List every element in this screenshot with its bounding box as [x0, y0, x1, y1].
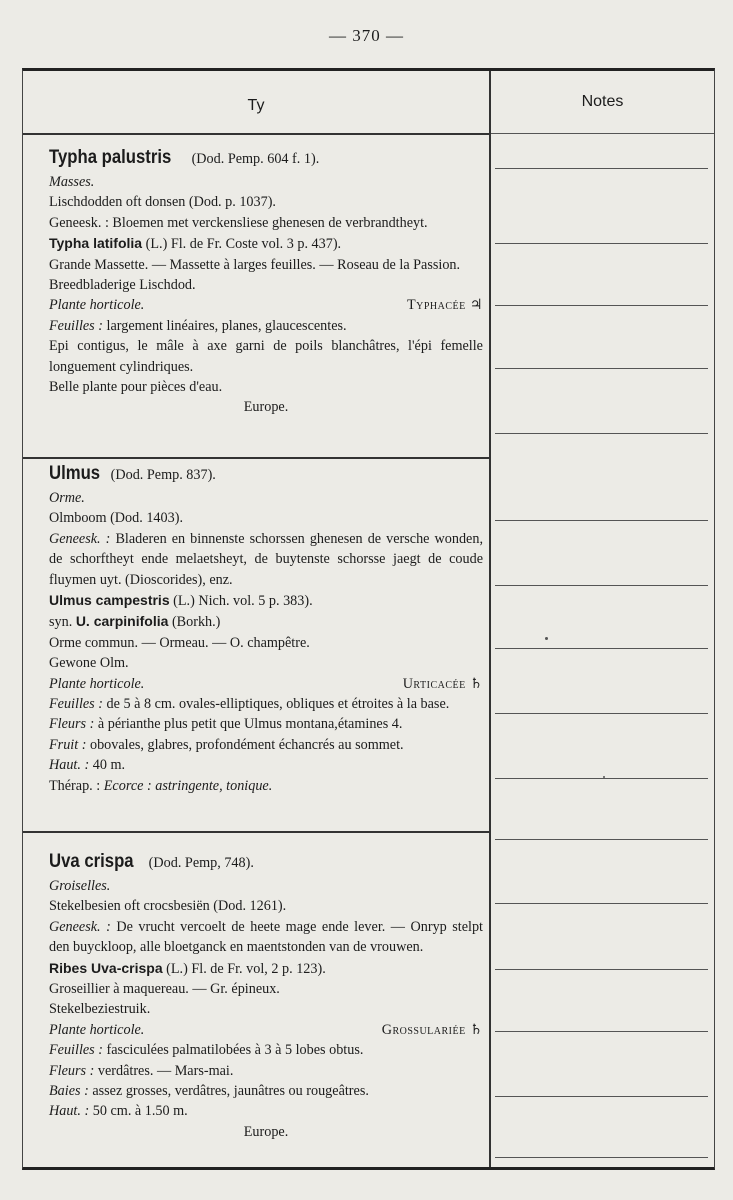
height-value: 40 m. — [92, 757, 126, 774]
page-number: — 370 — — [329, 26, 404, 45]
notes-line — [495, 1031, 708, 1032]
medicinal-label: Geneesk. : — [49, 918, 111, 935]
genus-reference: (Dod. Pemp, 748). — [148, 855, 254, 871]
region: Europe. — [243, 399, 289, 416]
genus-reference: (Dod. Pemp. 837). — [110, 467, 216, 483]
berries-desc: assez grosses, verdâtres, jaunâtres ou rougeâtres. — [92, 1083, 369, 1100]
flowers-label: Fleurs : — [49, 1062, 95, 1079]
entry-ulmus — [49, 461, 483, 796]
leaves-label: Feuilles : — [49, 1042, 103, 1059]
notes-line — [495, 433, 708, 434]
notes-line — [495, 969, 708, 970]
french-names: Groseillier à maquereau. — Gr. épineux. — [49, 981, 280, 998]
use-note: Belle plante pour pièces d'eau. — [49, 379, 223, 396]
header-main: Ty — [247, 97, 265, 114]
genus-reference: (Dod. Pemp. 604 f. 1). — [191, 151, 320, 167]
entry-separator — [23, 457, 489, 459]
notes-line — [495, 585, 708, 586]
plant-type: Plante horticole. — [49, 297, 145, 314]
french-common-name: Groiselles. — [49, 878, 111, 894]
plant-family: Typhacée ♃ — [406, 297, 483, 314]
plant-type: Plante horticole. — [49, 1021, 145, 1038]
plant-family: Urticacée ♄ — [402, 675, 483, 692]
flowers-label: Fleurs : — [49, 716, 95, 733]
height-value: 50 cm. à 1.50 m. — [92, 1103, 188, 1120]
medicinal-note: De vrucht vercoelt de heete mage ende lever. — Onryp stelpt den buyckloop, alle bloetganck en maentstonden van de vrouwen. — [49, 918, 483, 956]
french-names: Orme commun. — Ormeau. — O. champêtre. — [49, 634, 310, 651]
ink-speck — [545, 637, 548, 640]
species-reference: (L.) Fl. de Fr. vol, 2 p. 123). — [166, 960, 326, 977]
notes-line — [495, 839, 708, 840]
notes-line — [495, 1157, 708, 1158]
plant-type: Plante horticole. — [49, 675, 145, 692]
flemish-name: Lischdodden oft donsen (Dod. p. 1037). — [49, 194, 276, 211]
french-common-name: Masses. — [49, 174, 95, 190]
synonym-name: U. carpinifolia — [75, 613, 169, 630]
medicinal-note: Bladeren en binnenste schorssen ghenesen de versche wonden, de schorftheyt ende melaetsheyt, de buytenste schorsse jaegt de coude fluymen uyt. (Dioscorides), enz. — [49, 530, 483, 588]
species-reference: (L.) Nich. vol. 5 p. 383). — [173, 593, 313, 610]
height-label: Haut. : — [49, 1103, 90, 1120]
leaves-desc: de 5 à 8 cm. ovales-elliptiques, obliques et étroites à la base. — [106, 696, 450, 713]
spike-desc: Epi contigus, le mâle à axe garni de poils blanchâtres, l'épi femelle longuement cylindriques. — [49, 338, 483, 375]
species-name: Typha latifolia — [49, 235, 143, 252]
species-reference: (L.) Fl. de Fr. Coste vol. 3 p. 437). — [145, 236, 342, 253]
species-name: Ribes Uva-crispa — [49, 959, 163, 976]
notes-line — [495, 1096, 708, 1097]
synonym-label: syn. — [49, 614, 73, 631]
medicinal-note: Geneesk. : Bloemen met verckensliese ghenesen de verbrandtheyt. — [49, 214, 428, 231]
column-divider — [489, 71, 491, 1167]
fruit-desc: obovales, glabres, profondément échancrés au sommet. — [89, 736, 404, 753]
notes-line — [495, 168, 708, 169]
notes-line — [495, 305, 708, 306]
header-rule — [23, 133, 489, 135]
fruit-label: Fruit : — [49, 736, 87, 753]
ink-speck — [603, 776, 605, 778]
genus-name: Ulmus — [49, 463, 101, 484]
notes-line — [495, 648, 708, 649]
synonym-author: (Borkh.) — [171, 614, 221, 631]
dutch-name: Gewone Olm. — [49, 655, 129, 672]
header-notes: Notes — [581, 93, 624, 110]
genus-name: Typha palustris — [49, 147, 172, 168]
genus-name: Uva crispa — [49, 851, 134, 872]
notes-line — [495, 778, 708, 779]
plant-family: Grossulariée ♄ — [381, 1021, 483, 1038]
flowers-desc: verdâtres. — Mars-mai. — [97, 1062, 234, 1079]
notes-line — [495, 903, 708, 904]
berries-label: Baies : — [49, 1083, 89, 1100]
catalog-table — [22, 68, 715, 1170]
species-name: Ulmus campestris — [49, 592, 170, 609]
dutch-name: Stekelbeziestruik. — [49, 1001, 151, 1018]
entry-uva-crispa — [49, 849, 483, 1142]
medicinal-label: Geneesk. : — [49, 530, 111, 547]
notes-line — [495, 520, 708, 521]
french-names: Grande Massette. — Massette à larges feuilles. — Roseau de la Passion. — [49, 256, 461, 273]
leaves-desc: fasciculées palmatilobées à 3 à 5 lobes obtus. — [106, 1042, 364, 1059]
leaves-label: Feuilles : — [49, 317, 103, 334]
therapy-desc: Ecorce : astringente, tonique. — [103, 777, 273, 794]
entry-typha — [49, 145, 483, 418]
flemish-name: Stekelbesien oft crocsbesiën (Dod. 1261). — [49, 898, 287, 915]
height-label: Haut. : — [49, 757, 90, 774]
notes-line — [495, 243, 708, 244]
notes-line — [495, 713, 708, 714]
header-rule-notes — [491, 133, 714, 134]
leaves-label: Feuilles : — [49, 696, 103, 713]
therapy-label: Thérap. : — [49, 777, 101, 794]
region: Europe. — [243, 1123, 289, 1140]
notes-line — [495, 368, 708, 369]
flowers-desc: à périanthe plus petit que Ulmus montana,étamines 4. — [97, 716, 403, 733]
leaves-desc: largement linéaires, planes, glaucescentes. — [106, 317, 347, 334]
french-common-name: Orme. — [49, 490, 85, 506]
entry-separator — [23, 831, 489, 833]
dutch-name: Breedbladerige Lischdod. — [49, 277, 196, 294]
flemish-name: Olmboom (Dod. 1403). — [49, 510, 183, 527]
